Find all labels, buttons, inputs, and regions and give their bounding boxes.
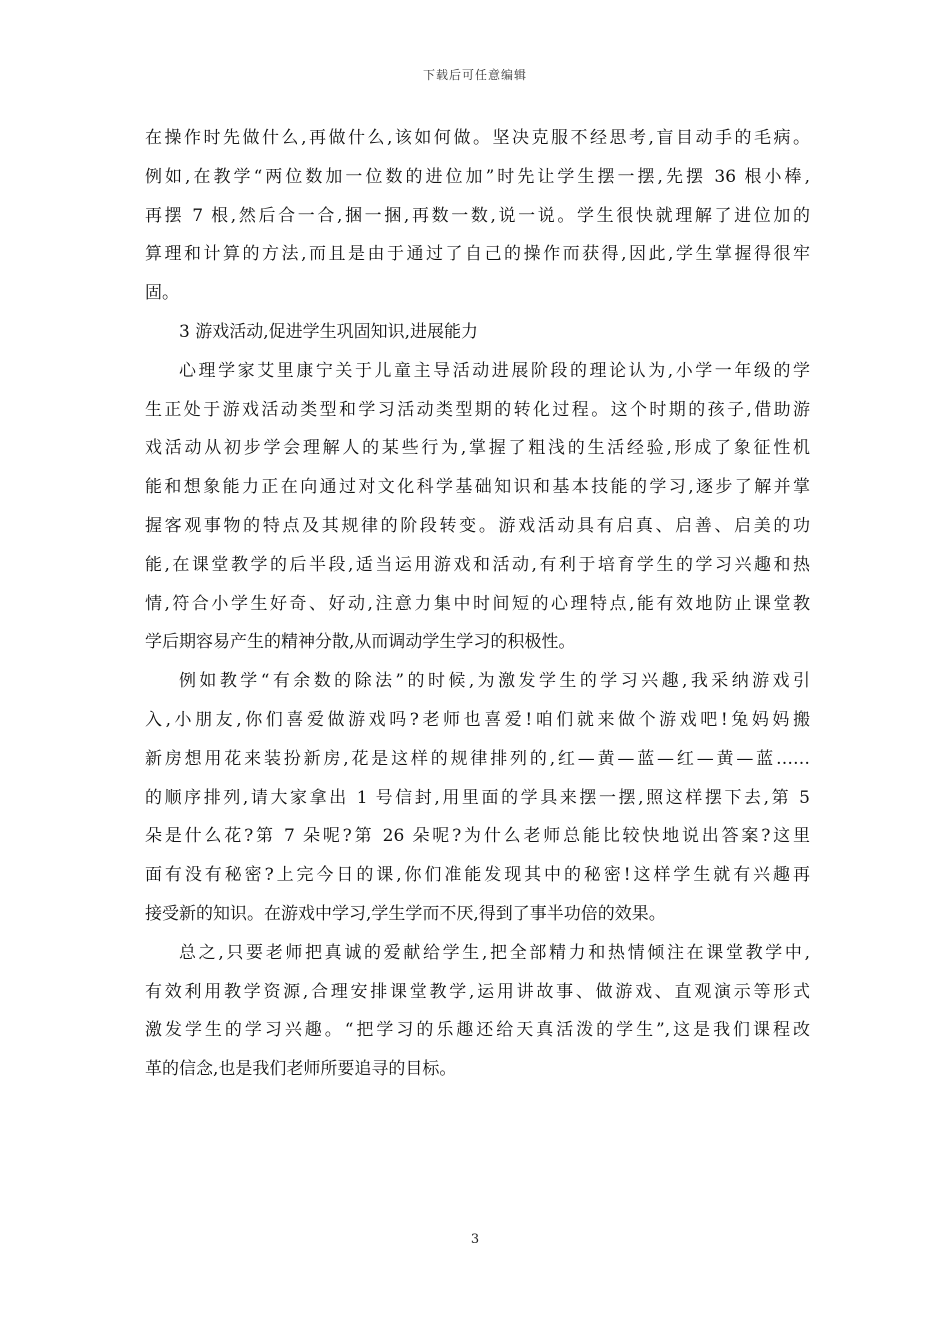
paragraph-line: 生正处于游戏活动类型和学习活动类型期的转化过程。这个时期的孩子,借助游 <box>145 399 810 420</box>
paragraph-line: 总之,只要老师把真诚的爱献给学生,把全部精力和热情倾注在课堂教学中, <box>179 942 810 963</box>
paragraph-line: 算理和计算的方法,而且是由于通过了自己的操作而获得,因此,学生掌握得很牢 <box>145 244 810 265</box>
paragraph-line: 例如,在教学“两位数加一位数的进位加”时先让学生摆一摆,先摆 36 根小棒, <box>145 166 810 187</box>
paragraph-line: 面有没有秘密?上完今日的课,你们准能发现其中的秘密!这样学生就有兴趣再 <box>145 865 810 886</box>
paragraph-line: 戏活动从初步学会理解人的某些行为,掌握了粗浅的生活经验,形成了象征性机 <box>145 438 810 459</box>
paragraph-line: 学后期容易产生的精神分散,从而调动学生学习的积极性。 <box>145 632 576 653</box>
page-header: 下载后可任意编辑 <box>422 68 527 82</box>
paragraph-line: 在操作时先做什么,再做什么,该如何做。坚决克服不经思考,盲目动手的毛病。 <box>145 128 810 148</box>
paragraph-line: 固。 <box>145 283 179 304</box>
document-body <box>145 119 810 1089</box>
paragraph-line: 入,小朋友,你们喜爱做游戏吗?老师也喜爱!咱们就来做个游戏吧!兔妈妈搬 <box>145 709 810 730</box>
paragraph-line: 心理学家艾里康宁关于儿童主导活动进展阶段的理论认为,小学一年级的学 <box>179 360 810 381</box>
paragraph-line: 接受新的知识。在游戏中学习,学生学而不厌,得到了事半功倍的效果。 <box>145 903 666 924</box>
paragraph-line: 革的信念,也是我们老师所要追寻的目标。 <box>145 1059 457 1080</box>
paragraph-line: 朵是什么花?第 7 朵呢?第 26 朵呢?为什么老师总能比较快地说出答案?这里 <box>145 826 810 847</box>
paragraph-line: 新房想用花来装扮新房,花是这样的规律排列的,红—黄—蓝—红—黄—蓝…… <box>145 748 810 769</box>
page-number: 3 <box>470 1232 480 1247</box>
paragraph-line: 再摆 7 根,然后合一合,捆一捆,再数一数,说一说。学生很快就理解了进位加的 <box>145 205 810 226</box>
paragraph-line: 激发学生的学习兴趣。“把学习的乐趣还给天真活泼的学生”,这是我们课程改 <box>145 1020 810 1041</box>
paragraph-line: 能和想象能力正在向通过对文化科学基础知识和基本技能的学习,逐步了解并掌 <box>145 477 810 498</box>
paragraph-line: 握客观事物的特点及其规律的阶段转变。游戏活动具有启真、启善、启美的功 <box>145 515 810 536</box>
paragraph-line: 的顺序排列,请大家拿出 1 号信封,用里面的学具来摆一摆,照这样摆下去,第 5 <box>145 787 810 808</box>
paragraph-line: 情,符合小学生好奇、好动,注意力集中时间短的心理特点,能有效地防止课堂教 <box>145 593 810 614</box>
paragraph-line: 能,在课堂教学的后半段,适当运用游戏和活动,有利于培育学生的学习兴趣和热 <box>145 554 810 575</box>
paragraph-line: 例如教学“有余数的除法”的时候,为激发学生的学习兴趣,我采纳游戏引 <box>179 671 810 692</box>
section-heading: 3 游戏活动,促进学生巩固知识,进展能力 <box>179 321 479 342</box>
paragraph-line: 有效利用教学资源,合理安排课堂教学,运用讲故事、做游戏、直观演示等形式 <box>145 981 810 1002</box>
